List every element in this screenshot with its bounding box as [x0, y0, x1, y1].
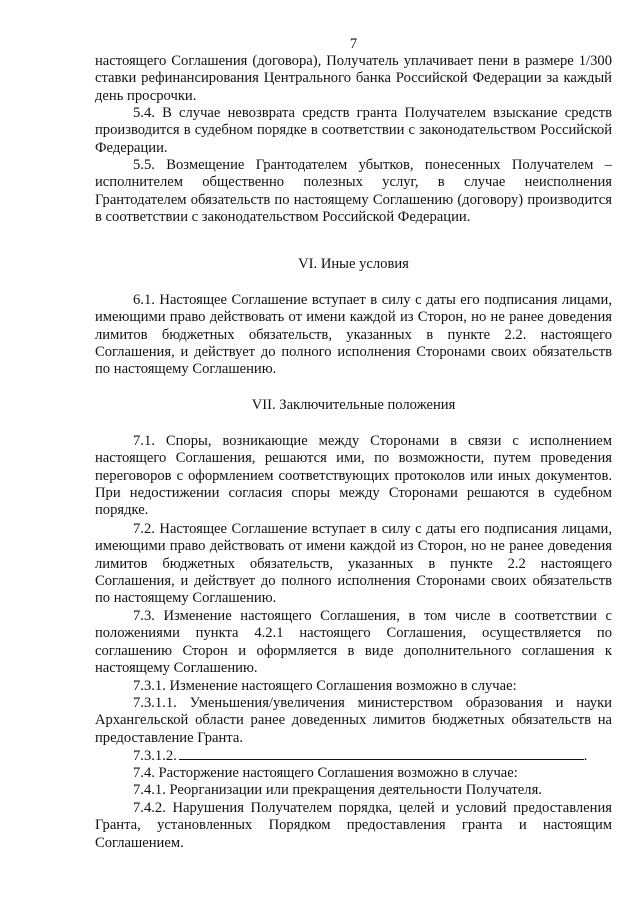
- section-heading-7: VII. Заключительные положения: [251, 397, 456, 413]
- paragraph-7-3-1-1: 7.3.1.1. Уменьшения/увеличения министерством образования и науки Архангельской области ранее доведенных лимитов бюджетных обязательств на предоставление Гранта.: [95, 695, 612, 746]
- paragraph-7-4: 7.4. Расторжение настоящего Соглашения возможно в случае:: [133, 765, 518, 781]
- paragraph-7-4-1: 7.4.1. Реорганизации или прекращения деятельности Получателя.: [133, 782, 542, 798]
- page-number: 7: [349, 36, 358, 52]
- paragraph-7-3-1-2-label: 7.3.1.2.: [133, 748, 177, 764]
- paragraph-continuation: настоящего Соглашения (договора), Получатель уплачивает пени в размере 1/300 ставки рефинансирования Центрального банка Российской Федерации за каждый день просрочки.: [95, 53, 612, 104]
- paragraph-7-3: 7.3. Изменение настоящего Соглашения, в том числе в соответствии с положениями пункта 4.2.1 настоящего Соглашения, осуществляется по соглашению Сторон и оформляется в виде дополнительного соглашения к настоящему Соглашению.: [95, 608, 612, 676]
- paragraph-7-3-1-2-end: .: [583, 748, 588, 764]
- blank-fill-line: [179, 747, 584, 760]
- paragraph-6-1: 6.1. Настоящее Соглашение вступает в силу с даты его подписания лицами, имеющими право действовать от имени каждой из Сторон, но не ранее доведения лимитов бюджетных обязательств, указанных в пункте 2.2. настоящего Соглашения, и действует до полного исполнения Сторонами своих обязательств по настоящему Соглашению.: [95, 292, 612, 378]
- paragraph-7-1: 7.1. Споры, возникающие между Сторонами в связи с исполнением настоящего Соглашения, решаются ими, по возможности, путем проведения переговоров с оформлением соответствующих протоколов или иных документов. При недостижении согласия споры между Сторонами решаются в судебном порядке.: [95, 433, 612, 519]
- document-page: [95, 0, 612, 905]
- paragraph-5-4: 5.4. В случае невозврата средств гранта Получателем взыскание средств производится в судебном порядке в соответствии с законодательством Российской Федерации.: [95, 105, 612, 156]
- paragraph-7-3-1: 7.3.1. Изменение настоящего Соглашения возможно в случае:: [133, 678, 517, 694]
- paragraph-7-3-1-2: [95, 747, 612, 765]
- paragraph-5-5: 5.5. Возмещение Грантодателем убытков, понесенных Получателем – исполнителем общественно полезных услуг, в случае неисполнения Грантодателем обязательств по настоящему Соглашению (договору) производится в соответствии с законодательством Российской Федерации.: [95, 157, 612, 225]
- paragraph-7-4-2: 7.4.2. Нарушения Получателем порядка, целей и условий предоставления Гранта, установленных Порядком предоставления гранта и настоящим Соглашением.: [95, 800, 612, 851]
- paragraph-7-2: 7.2. Настоящее Соглашение вступает в силу с даты его подписания лицами, имеющими право действовать от имени каждой из Сторон, но не ранее доведения лимитов бюджетных обязательств, указанных в пункте 2.2 настоящего Соглашения, и действует до полного исполнения Сторонами своих обязательств по настоящему Соглашению.: [95, 521, 612, 607]
- section-heading-6: VI. Иные условия: [298, 256, 409, 272]
